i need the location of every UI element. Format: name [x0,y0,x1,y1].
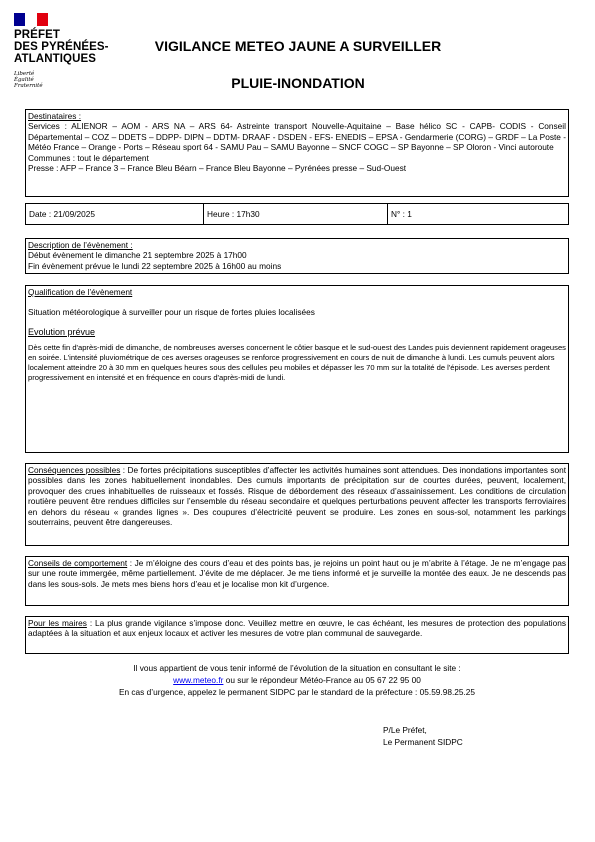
consequences-heading: Conséquences possibles [28,465,121,475]
evolution-text: Dès cette fin d'après-midi de dimanche, de nombreuses averses concernent le côtier basque et le sud-ouest des Landes puis deviennent rapidement orageuses en soirée. L'intensité pluviométrique de ces averses orageuses se renforce progressivement en cours de nuit de dimanche à lundi. Les cumuls peuvent alors localement atteindre 20 à 30 mm en quelques heures sous des cellules peu mobiles et dépasser les 70 mm sur la totalité de l'épisode. Les averses perdent progressivement en intensité et en fréquence en cours d'après-midi de lundi. [28,343,566,383]
flag-white [25,13,36,26]
qualification-text: Situation météorologique à surveiller pour un risque de fortes pluies localisées [28,307,315,318]
prefect-line-1: PRÉFET [14,29,60,41]
flag-blue [14,13,25,26]
advice-heading: Conseils de comportement [28,558,128,568]
consequences-text: : De fortes précipitations susceptibles d’affecter les activités humaines sont attendues. Des inondations importantes sont possibles dans les zones habituellement inondables. Des cumuls importants de précipitation sur de courtes durées, peuvent, localement, provoquer des crues inhabituelles de ruisseaux et fossés. Risque de débordement des réseaux d’assainissement. Les conditions de circulation routière peuvent être rendues difficiles sur l’ensemble du réseau secondaire et quelques perturbations peuvent affecter les transports ferroviaires en dehors du réseau « grandes lignes ». Des coupures d’électricité peuvent se produire. Les zones en sous-sol, notamment les parkings souterrains, peuvent être dangereuses. [28,465,566,528]
number-label: N° : 1 [391,208,412,219]
prefect-line-2: DES PYRÉNÉES- [14,41,109,53]
consequences-box [25,463,569,546]
mayors-text: : La plus grande vigilance s’impose donc. Veuillez mettre en œuvre, le cas échéant, les mesures de protection des populations adaptées à la situation et aux enjeux locaux et activer les mesures de votre plan communal de sauvegarde. [28,618,567,639]
mayors-heading: Pour les maires [28,618,87,628]
flag-red [37,13,48,26]
event-end: Fin évènement prévue le lundi 22 septembre 2025 à 16h00 au moins [28,260,282,271]
motto-line-1: Liberté [14,71,35,77]
signature-line-1: P/Le Préfet, [383,725,427,735]
recipients-box [25,109,569,197]
recipients-press: Presse : AFP – France 3 – France Bleu Béarn – France Bleu Bayonne – Pyrénées presse – Sud-Ouest [28,163,407,174]
motto-line-2: Égalité [14,77,34,83]
hour-cell [204,204,388,224]
footer-info [25,662,569,698]
prefect-line-3: ATLANTIQUES [14,53,97,65]
recipients-communes: Communes : tout le département [28,152,149,163]
qualification-heading: Qualification de l’évènement [28,287,133,297]
footer-line-2 [25,674,569,686]
event-start: Début évènement le dimanche 21 septembre 2025 à 17h00 [28,250,247,261]
footer-phone: ou sur le répondeur Météo-France au 05 67 22 95 00 [223,675,421,685]
date-label: Date : 21/09/2025 [29,208,95,219]
page-title: VIGILANCE METEO JAUNE A SURVEILLER [154,38,442,54]
recipients-services: Services : ALIENOR – AOM - ARS NA – ARS 64- Astreinte transport Nouvelle-Aquitaine – Base hélico SC - CAPB- CODIS - Conseil Départemental – COZ – DDETS – DDPP- DIPN – DDTM- DRAAF - DSDEN - EFS- ENEDIS – EPSA - Gendarmerie (CORG) – GRDF – La Poste - Météo France – Orange - Ports – Réseau sport 64 - SAMU Pau – SAMU Bayonne – SNCF COGC – SP Bayonne – SP Oloron - Vinci autoroute [28,121,566,153]
recipients-heading: Destinataires : [28,111,82,121]
republic-motto [14,71,43,89]
page-subtitle: PLUIE-INONDATION [231,75,365,91]
advice-box [25,556,569,606]
evolution-heading: Evolution prévue [28,326,96,337]
date-cell [26,204,204,224]
meteo-link[interactable]: www.meteo.fr [173,675,224,685]
event-heading: Description de l’évènement : [28,240,133,250]
qualification-box [25,285,569,453]
motto-line-3: Fraternité [14,83,43,89]
hour-label: Heure : 17h30 [207,208,260,219]
event-box [25,238,569,274]
signature-block [383,724,463,748]
french-flag-logo [14,13,48,26]
meta-box [25,203,569,225]
footer-line-1: Il vous appartient de vous tenir informé de l’évolution de la situation en consultant le site : [133,663,461,673]
signature-line-2: Le Permanent SIDPC [383,737,463,747]
number-cell [388,204,568,224]
prefecture-name [14,29,109,65]
mayors-box [25,616,569,654]
footer-line-3: En cas d’urgence, appelez le permanent SIDPC par le standard de la préfecture : 05.59.98.25.25 [118,687,476,697]
advice-text: : Je m’éloigne des cours d’eau et des points bas, je rejoins un point haut ou je m’abrite à l’étage. Je ne m’engage pas sur une route immergée, même partiellement. J’évite de me déplacer. Je me tiens informé et je surveille la montée des eaux. Je ne descends pas dans les sous-sols. Je mets mes biens hors d’eau et je localise mon kit d’urgence. [28,558,566,589]
